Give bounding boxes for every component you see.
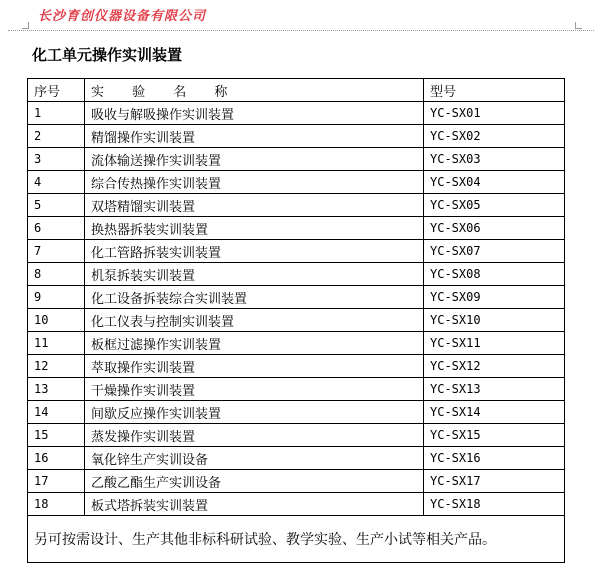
table-row — [28, 401, 565, 424]
cell-model: YC-SX04 — [424, 171, 565, 194]
table-row — [28, 424, 565, 447]
header-name: 实 验 名 称 — [85, 79, 424, 102]
cell-no: 13 — [28, 378, 85, 401]
note-row — [28, 516, 565, 563]
page-corner-mark-right — [575, 22, 582, 29]
cell-model: YC-SX09 — [424, 286, 565, 309]
cell-no: 17 — [28, 470, 85, 493]
cell-model: YC-SX16 — [424, 447, 565, 470]
cell-name: 吸收与解吸操作实训装置 — [85, 102, 424, 125]
cell-name: 氧化锌生产实训设备 — [85, 447, 424, 470]
table-body — [28, 102, 565, 516]
cell-name: 间歇反应操作实训装置 — [85, 401, 424, 424]
table-row — [28, 493, 565, 516]
cell-no: 16 — [28, 447, 85, 470]
cell-name: 化工仪表与控制实训装置 — [85, 309, 424, 332]
header-model: 型号 — [424, 79, 565, 102]
cell-model: YC-SX03 — [424, 148, 565, 171]
cell-name: 流体输送操作实训装置 — [85, 148, 424, 171]
table-row — [28, 240, 565, 263]
note-text: 另可按需设计、生产其他非标科研试验、教学实验、生产小试等相关产品。 — [28, 516, 565, 563]
cell-model: YC-SX12 — [424, 355, 565, 378]
page-corner-mark-left — [22, 22, 29, 29]
cell-name: 化工设备拆装综合实训装置 — [85, 286, 424, 309]
cell-name: 精馏操作实训装置 — [85, 125, 424, 148]
cell-model: YC-SX17 — [424, 470, 565, 493]
table-row — [28, 148, 565, 171]
cell-no: 2 — [28, 125, 85, 148]
cell-no: 8 — [28, 263, 85, 286]
header-divider — [8, 30, 594, 31]
table-row — [28, 470, 565, 493]
cell-no: 18 — [28, 493, 85, 516]
table-row — [28, 125, 565, 148]
cell-no: 1 — [28, 102, 85, 125]
company-name: 长沙育创仪器设备有限公司 — [38, 9, 207, 24]
cell-model: YC-SX01 — [424, 102, 565, 125]
cell-no: 5 — [28, 194, 85, 217]
cell-name: 干燥操作实训装置 — [85, 378, 424, 401]
cell-no: 15 — [28, 424, 85, 447]
cell-model: YC-SX02 — [424, 125, 565, 148]
cell-model: YC-SX13 — [424, 378, 565, 401]
cell-no: 4 — [28, 171, 85, 194]
cell-name: 萃取操作实训装置 — [85, 355, 424, 378]
cell-no: 3 — [28, 148, 85, 171]
cell-name: 双塔精馏实训装置 — [85, 194, 424, 217]
cell-name: 板框过滤操作实训装置 — [85, 332, 424, 355]
cell-model: YC-SX05 — [424, 194, 565, 217]
cell-model: YC-SX14 — [424, 401, 565, 424]
cell-model: YC-SX10 — [424, 309, 565, 332]
table-row — [28, 217, 565, 240]
cell-model: YC-SX11 — [424, 332, 565, 355]
cell-name: 乙酸乙酯生产实训设备 — [85, 470, 424, 493]
cell-name: 化工管路拆装实训装置 — [85, 240, 424, 263]
cell-no: 6 — [28, 217, 85, 240]
table-row — [28, 194, 565, 217]
table-row — [28, 332, 565, 355]
cell-name: 换热器拆装实训装置 — [85, 217, 424, 240]
table-row — [28, 102, 565, 125]
table-row — [28, 286, 565, 309]
cell-no: 12 — [28, 355, 85, 378]
cell-name: 板式塔拆装实训装置 — [85, 493, 424, 516]
table-row — [28, 355, 565, 378]
equipment-table — [27, 78, 565, 563]
cell-no: 10 — [28, 309, 85, 332]
cell-model: YC-SX15 — [424, 424, 565, 447]
cell-no: 14 — [28, 401, 85, 424]
table-header-row — [28, 79, 565, 102]
table-row — [28, 378, 565, 401]
cell-model: YC-SX08 — [424, 263, 565, 286]
table-row — [28, 171, 565, 194]
cell-model: YC-SX06 — [424, 217, 565, 240]
cell-name: 机泵拆装实训装置 — [85, 263, 424, 286]
cell-name: 蒸发操作实训装置 — [85, 424, 424, 447]
cell-no: 11 — [28, 332, 85, 355]
cell-model: YC-SX18 — [424, 493, 565, 516]
document-title: 化工单元操作实训装置 — [32, 46, 183, 64]
header-no: 序号 — [28, 79, 85, 102]
table-row — [28, 447, 565, 470]
table-row — [28, 263, 565, 286]
cell-name: 综合传热操作实训装置 — [85, 171, 424, 194]
cell-no: 7 — [28, 240, 85, 263]
cell-model: YC-SX07 — [424, 240, 565, 263]
table-row — [28, 309, 565, 332]
cell-no: 9 — [28, 286, 85, 309]
